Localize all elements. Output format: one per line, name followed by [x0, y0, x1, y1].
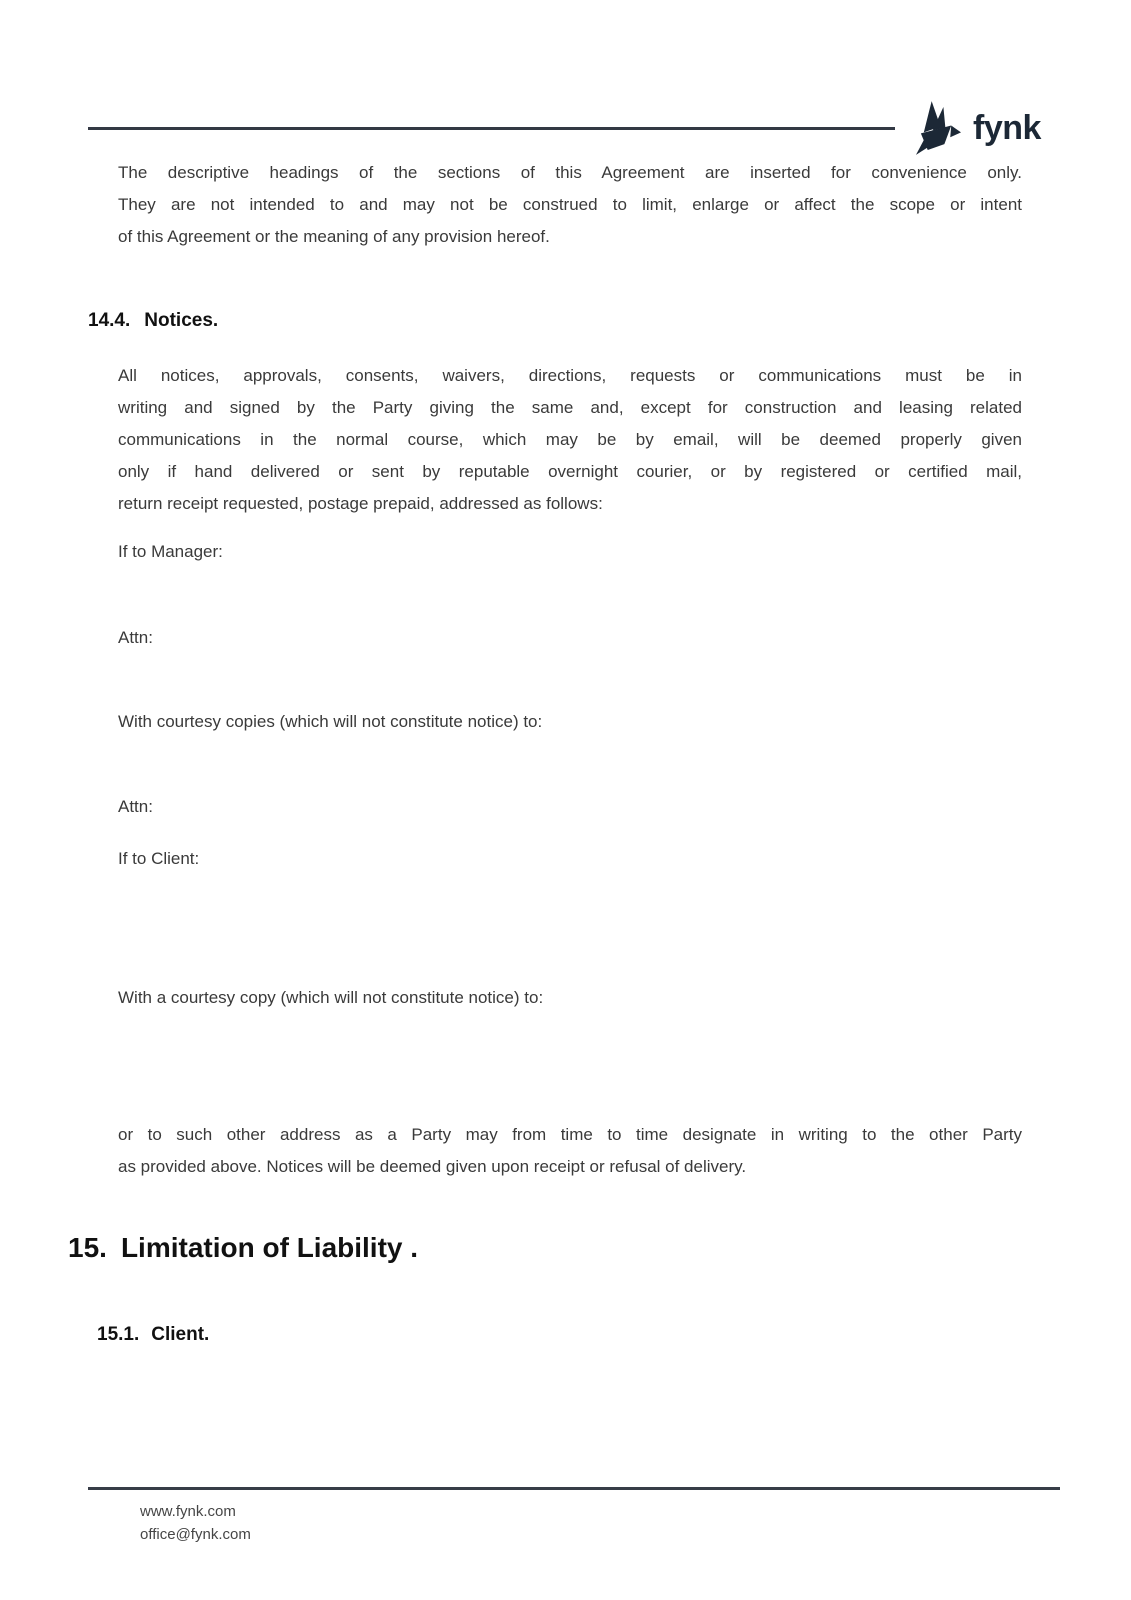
section-title: Limitation of Liability . — [120, 1232, 419, 1263]
footer-divider — [88, 1487, 1060, 1490]
intro-paragraph — [118, 157, 1022, 253]
label-if-to-client: If to Client: — [118, 849, 200, 868]
section-heading-14-4 — [88, 307, 218, 335]
label-attn-1: Attn: — [118, 628, 153, 647]
paragraph-line: only if hand delivered or sent by reputable overnight courier, or by registered or certified mail, — [118, 462, 1022, 481]
label-courtesy-copies: With courtesy copies (which will not constitute notice) to: — [118, 712, 543, 731]
section-heading-15 — [68, 1229, 418, 1267]
label-if-to-manager: If to Manager: — [118, 542, 223, 561]
footer-email: office@fynk.com — [140, 1526, 251, 1543]
paragraph-line: return receipt requested, postage prepaid, addressed as follows: — [118, 494, 603, 513]
section-number: 15. — [68, 1232, 107, 1263]
notices-paragraph — [118, 360, 1022, 520]
paragraph-line: writing and signed by the Party giving the same and, except for construction and leasing related — [118, 398, 1022, 417]
paragraph-line: or to such other address as a Party may from time to time designate in writing to the other Party — [118, 1125, 1022, 1144]
section-number: 15.1. — [97, 1324, 140, 1345]
closing-paragraph — [118, 1119, 1022, 1183]
paragraph-line: They are not intended to and may not be construed to limit, enlarge or affect the scope or intent — [118, 195, 1022, 214]
section-number: 14.4. — [88, 310, 131, 331]
paragraph-line: The descriptive headings of the sections of this Agreement are inserted for convenience only. — [118, 163, 1022, 182]
footer-website: www.fynk.com — [140, 1503, 236, 1520]
paragraph-line: of this Agreement or the meaning of any provision hereof. — [118, 227, 550, 246]
fynk-logo — [915, 100, 1041, 156]
section-title: Notices. — [144, 310, 219, 331]
paragraph-line: communications in the normal course, which may be by email, will be deemed properly given — [118, 430, 1022, 449]
paragraph-line: as provided above. Notices will be deemed given upon receipt or refusal of delivery. — [118, 1157, 747, 1176]
label-attn-2: Attn: — [118, 797, 153, 816]
section-title: Client. — [151, 1324, 210, 1345]
label-courtesy-copy: With a courtesy copy (which will not constitute notice) to: — [118, 988, 544, 1007]
paragraph-line: All notices, approvals, consents, waivers, directions, requests or communications must be in — [118, 366, 1022, 385]
brand-wordmark: fynk — [973, 109, 1041, 147]
header-divider — [88, 127, 895, 130]
section-heading-15-1 — [97, 1321, 209, 1349]
origami-crane-icon — [915, 100, 962, 156]
